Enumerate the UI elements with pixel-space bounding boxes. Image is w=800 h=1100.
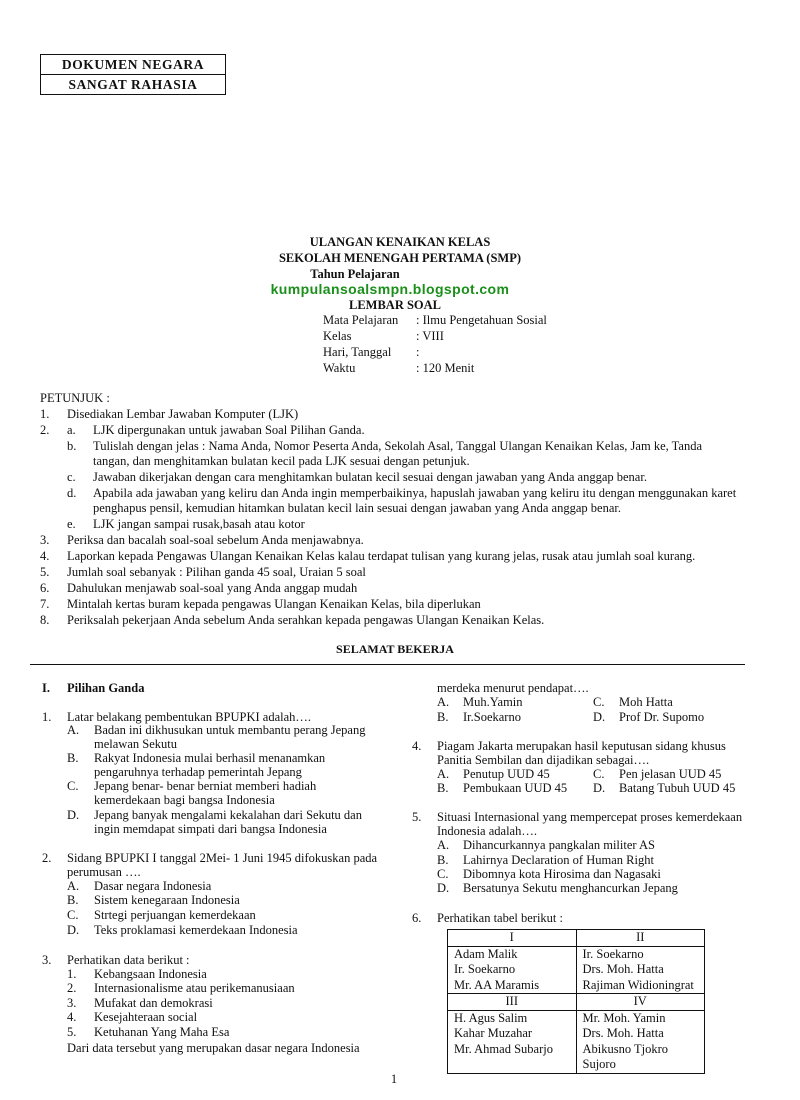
data-item-text: Kesejahteraan social <box>94 1010 198 1024</box>
instruction-text: LJK jangan sampai rusak,basah atau kotor <box>93 517 305 531</box>
instruction-number: 1. <box>40 407 50 421</box>
option-text: Bersatunya Sekutu menghancurkan Jepang <box>463 881 678 895</box>
option-text: Batang Tubuh UUD 45 <box>619 781 736 795</box>
meta-label: Kelas <box>323 329 352 343</box>
cell-line: Mr. Ahmad Subarjo <box>454 1041 553 1056</box>
instruction-number: 7. <box>40 597 50 611</box>
table-header: II <box>576 930 705 947</box>
meta-value: : <box>416 345 420 359</box>
instruction-text: Tulislah dengan jelas : Nama Anda, Nomor Peserta Anda, Sekolah Asal, Tanggal Ulangan Kenaikan Kelas, Jam ke, Tanda <box>93 439 702 453</box>
option-text: Pen jelasan UUD 45 <box>619 767 722 781</box>
closing-text: SELAMAT BEKERJA <box>336 642 454 656</box>
question-stem: Panitia Sembilan dan dijadikan sebagai…. <box>437 753 650 767</box>
question-stem: Piagam Jakarta merupakan hasil keputusan sidang khusus <box>437 739 726 753</box>
option-text: Sistem kenegaraan Indonesia <box>94 893 240 907</box>
instruction-text: Mintalah kertas buram kepada pengawas Ulangan Kenaikan Kelas, bila diperlukan <box>67 597 481 611</box>
cell-line: Mr. Moh. Yamin <box>582 1010 666 1025</box>
question-stem: perumusan …. <box>67 865 141 879</box>
divider <box>30 664 745 665</box>
question-number: 6. <box>412 911 422 925</box>
option-text: Jepang benar- benar berniat memberi hadiah <box>94 779 317 793</box>
option-text: pengaruhnya terhadap pemerintah Jepang <box>94 765 302 779</box>
instruction-text: Jumlah soal sebanyak : Pilihan ganda 45 soal, Uraian 5 soal <box>67 565 366 579</box>
watermark-url: kumpulansoalsmpn.blogspot.com <box>270 281 510 297</box>
option-text: melawan Sekutu <box>94 737 177 751</box>
meta-label: Mata Pelajaran <box>323 313 399 327</box>
option-key: B. <box>437 710 449 724</box>
option-key: A. <box>67 879 80 893</box>
table-cell <box>576 946 705 994</box>
option-text: Dihancurkannya pangkalan militer AS <box>463 838 655 852</box>
question-number: 1. <box>42 710 52 724</box>
data-item-text: Internasionalisme atau perikemanusiaan <box>94 981 295 995</box>
instruction-text: Disediakan Lembar Jawaban Komputer (LJK) <box>67 407 299 421</box>
section-number: I. <box>42 681 50 695</box>
instruction-text: Periksalah pekerjaan Anda sebelum Anda serahkan kepada pengawas Ulangan Kenaikan Kelas. <box>67 613 545 627</box>
table-cell <box>448 946 577 994</box>
exam-title: ULANGAN KENAIKAN KELAS <box>309 235 491 249</box>
question-stem: Indonesia adalah…. <box>437 824 537 838</box>
classification-line2: SANGAT RAHASIA <box>41 74 225 94</box>
option-text: Dibomnya kota Hirosima dan Nagasaki <box>463 867 661 881</box>
option-key: D. <box>593 710 606 724</box>
instructions-title: PETUNJUK : <box>40 391 110 405</box>
meta-value: : VIII <box>416 329 444 343</box>
instruction-text: Periksa dan bacalah soal-soal sebelum Anda menjawabnya. <box>67 533 364 547</box>
option-key: C. <box>67 908 79 922</box>
cell-line: Adam Malik <box>454 946 518 961</box>
option-key: C. <box>593 695 605 709</box>
instruction-number: 3. <box>40 533 50 547</box>
option-key: D. <box>67 808 80 822</box>
option-key: A. <box>437 767 450 781</box>
data-item-number: 1. <box>67 967 77 981</box>
instruction-text: LJK dipergunakan untuk jawaban Soal Pilihan Ganda. <box>93 423 365 437</box>
option-key: B. <box>437 781 449 795</box>
cell-line: H. Agus Salim <box>454 1010 528 1025</box>
instruction-sub: b. <box>67 439 77 453</box>
option-text: Rakyat Indonesia mulai berhasil menanamkan <box>94 751 326 765</box>
instruction-sub: e. <box>67 517 76 531</box>
option-key: B. <box>437 853 449 867</box>
question-stem: Sidang BPUPKI I tanggal 2Mei- 1 Juni 1945 difokuskan pada <box>67 851 378 865</box>
data-item-number: 5. <box>67 1025 77 1039</box>
sheet-title: LEMBAR SOAL <box>348 298 442 312</box>
classification-box <box>40 54 226 95</box>
option-text: ingin memdapat simpati dari bangsa Indonesia <box>94 822 327 836</box>
instruction-number: 2. <box>40 423 50 437</box>
question-stem: Perhatikan data berikut : <box>67 953 190 967</box>
table-cell <box>448 1010 577 1073</box>
cell-line: Drs. Moh. Hatta <box>582 1026 664 1040</box>
option-text: Lahirnya Declaration of Human Right <box>463 853 654 867</box>
option-key: C. <box>67 779 79 793</box>
instruction-number: 6. <box>40 581 50 595</box>
question-stem: Dari data tersebut yang merupakan dasar negara Indonesia <box>67 1041 360 1055</box>
option-text: Jepang banyak mengalami kekalahan dari Sekutu dan <box>94 808 362 822</box>
question-stem: Situasi Internasional yang mempercepat proses kemerdekaan <box>437 810 743 824</box>
option-text: Teks proklamasi kemerdekaan Indonesia <box>94 923 298 937</box>
data-item-number: 2. <box>67 981 77 995</box>
question-stem: Latar belakang pembentukan BPUPKI adalah…. <box>67 710 312 724</box>
option-text: Pembukaan UUD 45 <box>463 781 568 795</box>
table-header: I <box>448 930 577 947</box>
names-table <box>447 929 705 1074</box>
option-text: Strtegi perjuangan kemerdekaan <box>94 908 256 922</box>
question-number: 4. <box>412 739 422 753</box>
data-item-text: Ketuhanan Yang Maha Esa <box>94 1025 230 1039</box>
question-stem: Perhatikan tabel berikut : <box>437 911 564 925</box>
table-cell <box>576 1010 705 1073</box>
option-key: D. <box>67 923 80 937</box>
option-text: kemerdekaan bagi bangsa Indonesia <box>94 793 275 807</box>
option-text: Muh.Yamin <box>463 695 523 709</box>
table-header: IV <box>576 994 705 1011</box>
instruction-sub: a. <box>67 423 76 437</box>
instruction-sub: d. <box>67 486 77 500</box>
meta-value: : 120 Menit <box>416 361 475 375</box>
academic-year: Tahun Pelajaran <box>310 267 400 281</box>
cell-line: Mr. AA Maramis <box>454 977 540 992</box>
question-number: 5. <box>412 810 422 824</box>
cell-line: Ir. Soekarno <box>454 962 516 976</box>
classification-line1: DOKUMEN NEGARA <box>61 57 205 72</box>
data-item-number: 3. <box>67 996 77 1010</box>
meta-label: Waktu <box>323 361 356 375</box>
instruction-number: 8. <box>40 613 50 627</box>
instruction-text: Laporkan kepada Pengawas Ulangan Kenaikan Kelas kalau terdapat tulisan yang kurang jelas, rusak atau jumlah soal kurang. <box>67 549 696 563</box>
instruction-number: 5. <box>40 565 50 579</box>
section-title: Pilihan Ganda <box>67 681 145 695</box>
option-text: Prof Dr. Supomo <box>619 710 705 724</box>
cell-line: Abikusno Tjokro Sujoro <box>582 1041 669 1071</box>
option-key: B. <box>67 893 79 907</box>
instruction-text: tangan, dan menghitamkan bulatan kecil pada LJK sesuai dengan petunjuk. <box>93 454 470 468</box>
option-text: Ir.Soekarno <box>463 710 521 724</box>
instruction-number: 4. <box>40 549 50 563</box>
question-stem: merdeka menurut pendapat…. <box>437 681 589 695</box>
instruction-text: Dahulukan menjawab soal-soal yang Anda anggap mudah <box>67 581 358 595</box>
option-key: C. <box>593 767 605 781</box>
cell-line: Ir. Soekarno <box>582 946 644 961</box>
option-key: D. <box>593 781 606 795</box>
page-number: 1 <box>390 1072 398 1086</box>
option-key: A. <box>437 695 450 709</box>
school-name: SEKOLAH MENENGAH PERTAMA (SMP) <box>278 251 522 265</box>
cell-line: Rajiman Widioningrat <box>582 977 694 992</box>
cell-line: Kahar Muzahar <box>454 1026 533 1040</box>
option-text: Badan ini dikhusukan untuk membantu perang Jepang <box>94 723 366 737</box>
instruction-text: Jawaban dikerjakan dengan cara menghitamkan bulatan kecil sesuai dengan jawaban yang Anda anggap benar. <box>93 470 647 484</box>
option-key: A. <box>437 838 450 852</box>
option-key: A. <box>67 723 80 737</box>
data-item-text: Mufakat dan demokrasi <box>94 996 213 1010</box>
option-text: Penutup UUD 45 <box>463 767 550 781</box>
option-text: Dasar negara Indonesia <box>94 879 212 893</box>
meta-label: Hari, Tanggal <box>323 345 392 359</box>
cell-line: Drs. Moh. Hatta <box>582 962 664 976</box>
data-item-number: 4. <box>67 1010 77 1024</box>
meta-value: : Ilmu Pengetahuan Sosial <box>416 313 547 327</box>
option-key: D. <box>437 881 450 895</box>
option-key: C. <box>437 867 449 881</box>
option-key: B. <box>67 751 79 765</box>
data-item-text: Kebangsaan Indonesia <box>94 967 207 981</box>
instruction-text: penghapus pensil, kemudian hitamkan bulatan kecil lain sesuai dengan jawaban yang Anda anggap benar. <box>93 501 621 515</box>
question-number: 2. <box>42 851 52 865</box>
question-number: 3. <box>42 953 52 967</box>
instruction-text: Apabila ada jawaban yang keliru dan Anda ingin memperbaikinya, hapuslah jawaban yang keliru itu dengan menggunakan karet <box>93 486 737 500</box>
option-text: Moh Hatta <box>619 695 673 709</box>
instruction-sub: c. <box>67 470 76 484</box>
table-header: III <box>448 994 577 1011</box>
